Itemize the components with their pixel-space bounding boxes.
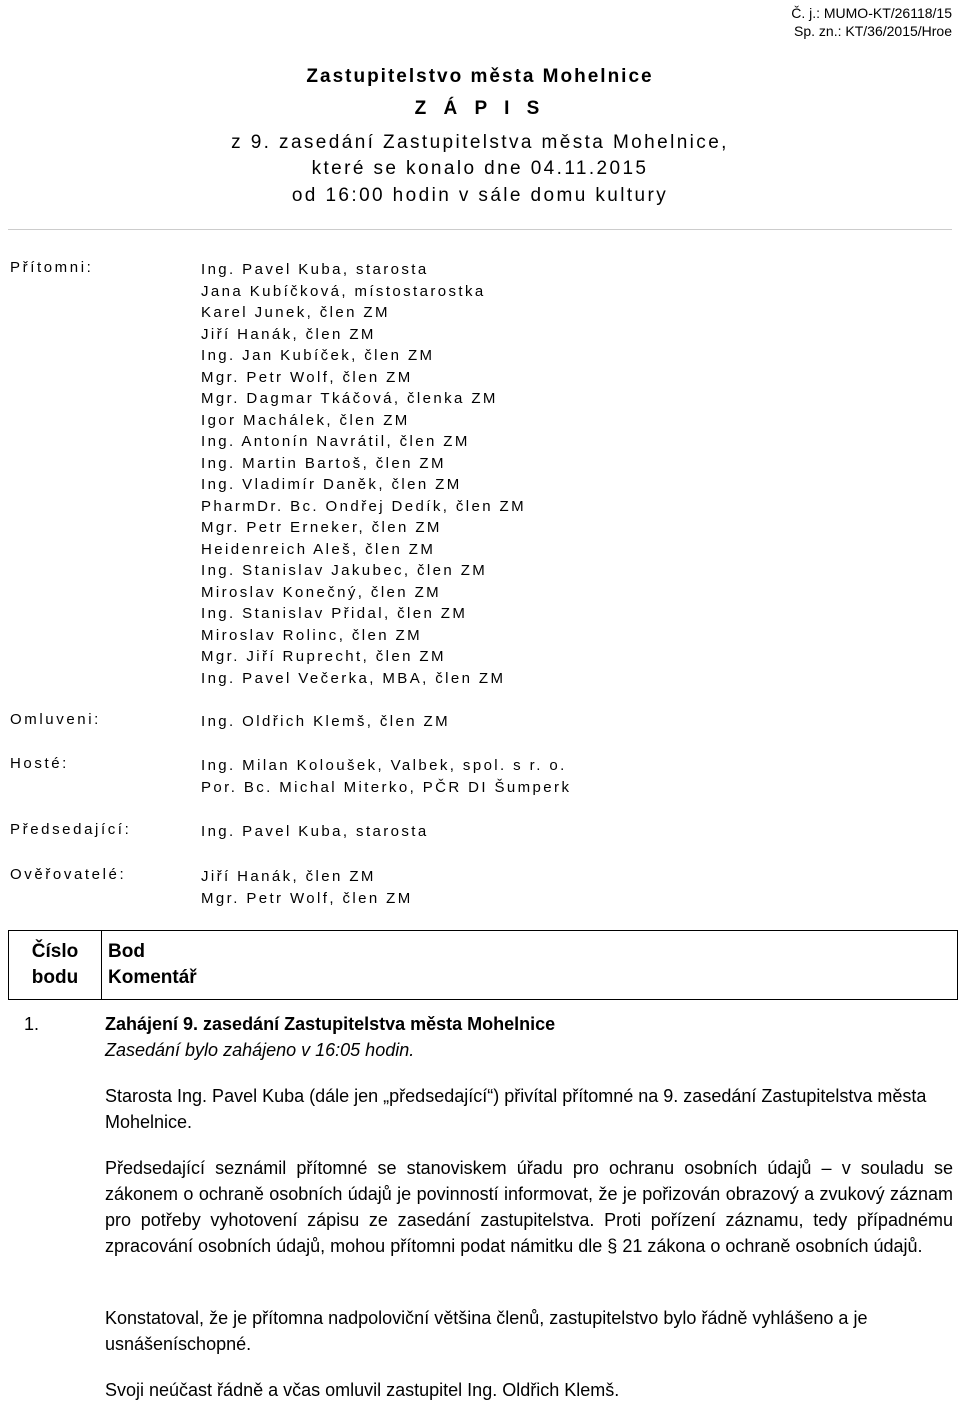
column-number-line2: bodu xyxy=(31,967,79,988)
chair-label: Předsedající: xyxy=(10,821,132,838)
file-mark: Sp. zn.: KT/36/2015/Hroe xyxy=(794,23,952,39)
present-member: Miroslav Konečný, člen ZM xyxy=(201,583,442,601)
present-member: Mgr. Dagmar Tkáčová, členka ZM xyxy=(201,390,498,407)
guests-label: Hosté: xyxy=(10,755,69,772)
verifier: Jiří Hanák, člen ZM xyxy=(201,868,376,885)
present-member: Ing. Jan Kubíček, člen ZM xyxy=(201,347,435,364)
present-member: Ing. Stanislav Jakubec, člen ZM xyxy=(201,562,488,579)
agenda-paragraph: Konstatoval, že je přítomna nadpoloviční většina členů, zastupitelstvo bylo řádně vyhlášeno a je usnášeníschopné. xyxy=(105,1308,868,1354)
present-member: Ing. Stanislav Přidal, člen ZM xyxy=(201,605,468,622)
divider xyxy=(8,229,952,230)
guests-list xyxy=(201,755,571,798)
chair-list xyxy=(201,821,429,843)
present-member: Mgr. Petr Wolf, člen ZM xyxy=(201,368,413,386)
present-label: Přítomni: xyxy=(10,259,94,276)
reference-number: Č. j.: MUMO-KT/26118/15 xyxy=(791,5,952,21)
present-member: Jana Kubíčková, místostarostka xyxy=(201,282,486,300)
chair-person: Ing. Pavel Kuba, starosta xyxy=(201,823,429,840)
present-member: Igor Machálek, člen ZM xyxy=(201,411,410,429)
agenda-table-header xyxy=(8,930,958,1000)
excused-member: Ing. Oldřich Klemš, člen ZM xyxy=(201,713,451,730)
meeting-line-3: od 16:00 hodin v sále domu kultury xyxy=(291,185,669,206)
column-item-line2: Komentář xyxy=(108,967,197,988)
excused-label: Omluveni: xyxy=(10,711,101,728)
agenda-paragraph: Svoji neúčast řádně a včas omluvil zastupitel Ing. Oldřich Klemš. xyxy=(105,1380,620,1400)
agenda-paragraph: Předsedající seznámil přítomné se stanoviskem úřadu pro ochranu osobních údajů – v souladu se zákonem o ochraně osobních údajů je povinností informovat, že je pořizován obrazový a zvukový záznam pro potřeby vyhotovení zápisu ze zasedání zastupitelstva. Proti pořízení záznamu, tedy případnému zpracování osobních údajů, mohou přítomni podat námitku dle § 21 zákona o ochraně osobních údajů. xyxy=(105,1158,953,1256)
agenda-paragraph: Starosta Ing. Pavel Kuba (dále jen „předsedající“) přivítal přítomné na 9. zasedání Zastupitelstva města Mohelnice. xyxy=(105,1086,927,1132)
present-member: Karel Junek, člen ZM xyxy=(201,304,390,321)
present-member: Heidenreich Aleš, člen ZM xyxy=(201,540,436,558)
present-member: Miroslav Rolinc, člen ZM xyxy=(201,626,422,644)
document-title: Zastupitelstvo města Mohelnice xyxy=(306,66,654,87)
agenda-item-title: Zahájení 9. zasedání Zastupitelstva města Mohelnice xyxy=(105,1014,556,1034)
verifiers-list xyxy=(201,866,413,909)
column-number-line1: Číslo xyxy=(31,941,79,962)
guest: Ing. Milan Koloušek, Valbek, spol. s r. o. xyxy=(201,757,567,774)
document-type: Z Á P I S xyxy=(414,98,546,119)
meeting-line-2: které se konalo dne 04.11.2015 xyxy=(311,158,649,179)
column-number-header xyxy=(9,931,102,1000)
present-member: Mgr. Jiří Ruprecht, člen ZM xyxy=(201,648,446,665)
present-member: PharmDr. Bc. Ondřej Dedík, člen ZM xyxy=(201,497,527,515)
agenda-item-opened: Zasedání bylo zahájeno v 16:05 hodin. xyxy=(105,1040,415,1060)
column-item-line1: Bod xyxy=(108,941,145,962)
present-member: Ing. Pavel Kuba, starosta xyxy=(201,261,429,278)
present-member: Jiří Hanák, člen ZM xyxy=(201,325,376,343)
present-member: Mgr. Petr Erneker, člen ZM xyxy=(201,519,442,536)
verifiers-label: Ověřovatelé: xyxy=(10,866,127,883)
present-member: Ing. Vladimír Daněk, člen ZM xyxy=(201,476,462,493)
excused-list xyxy=(201,711,450,733)
present-list xyxy=(201,259,526,689)
guest: Por. Bc. Michal Miterko, PČR DI Šumperk xyxy=(201,778,572,796)
present-member: Ing. Martin Bartoš, člen ZM xyxy=(201,454,446,472)
column-item-header xyxy=(102,931,958,1000)
present-member: Ing. Antonín Navrátil, člen ZM xyxy=(201,433,470,450)
meeting-line-1: z 9. zasedání Zastupitelstva města Mohelnice, xyxy=(231,132,729,153)
present-member: Ing. Pavel Večerka, MBA, člen ZM xyxy=(201,669,506,687)
agenda-item-number: 1. xyxy=(24,1014,40,1034)
verifier: Mgr. Petr Wolf, člen ZM xyxy=(201,889,413,907)
